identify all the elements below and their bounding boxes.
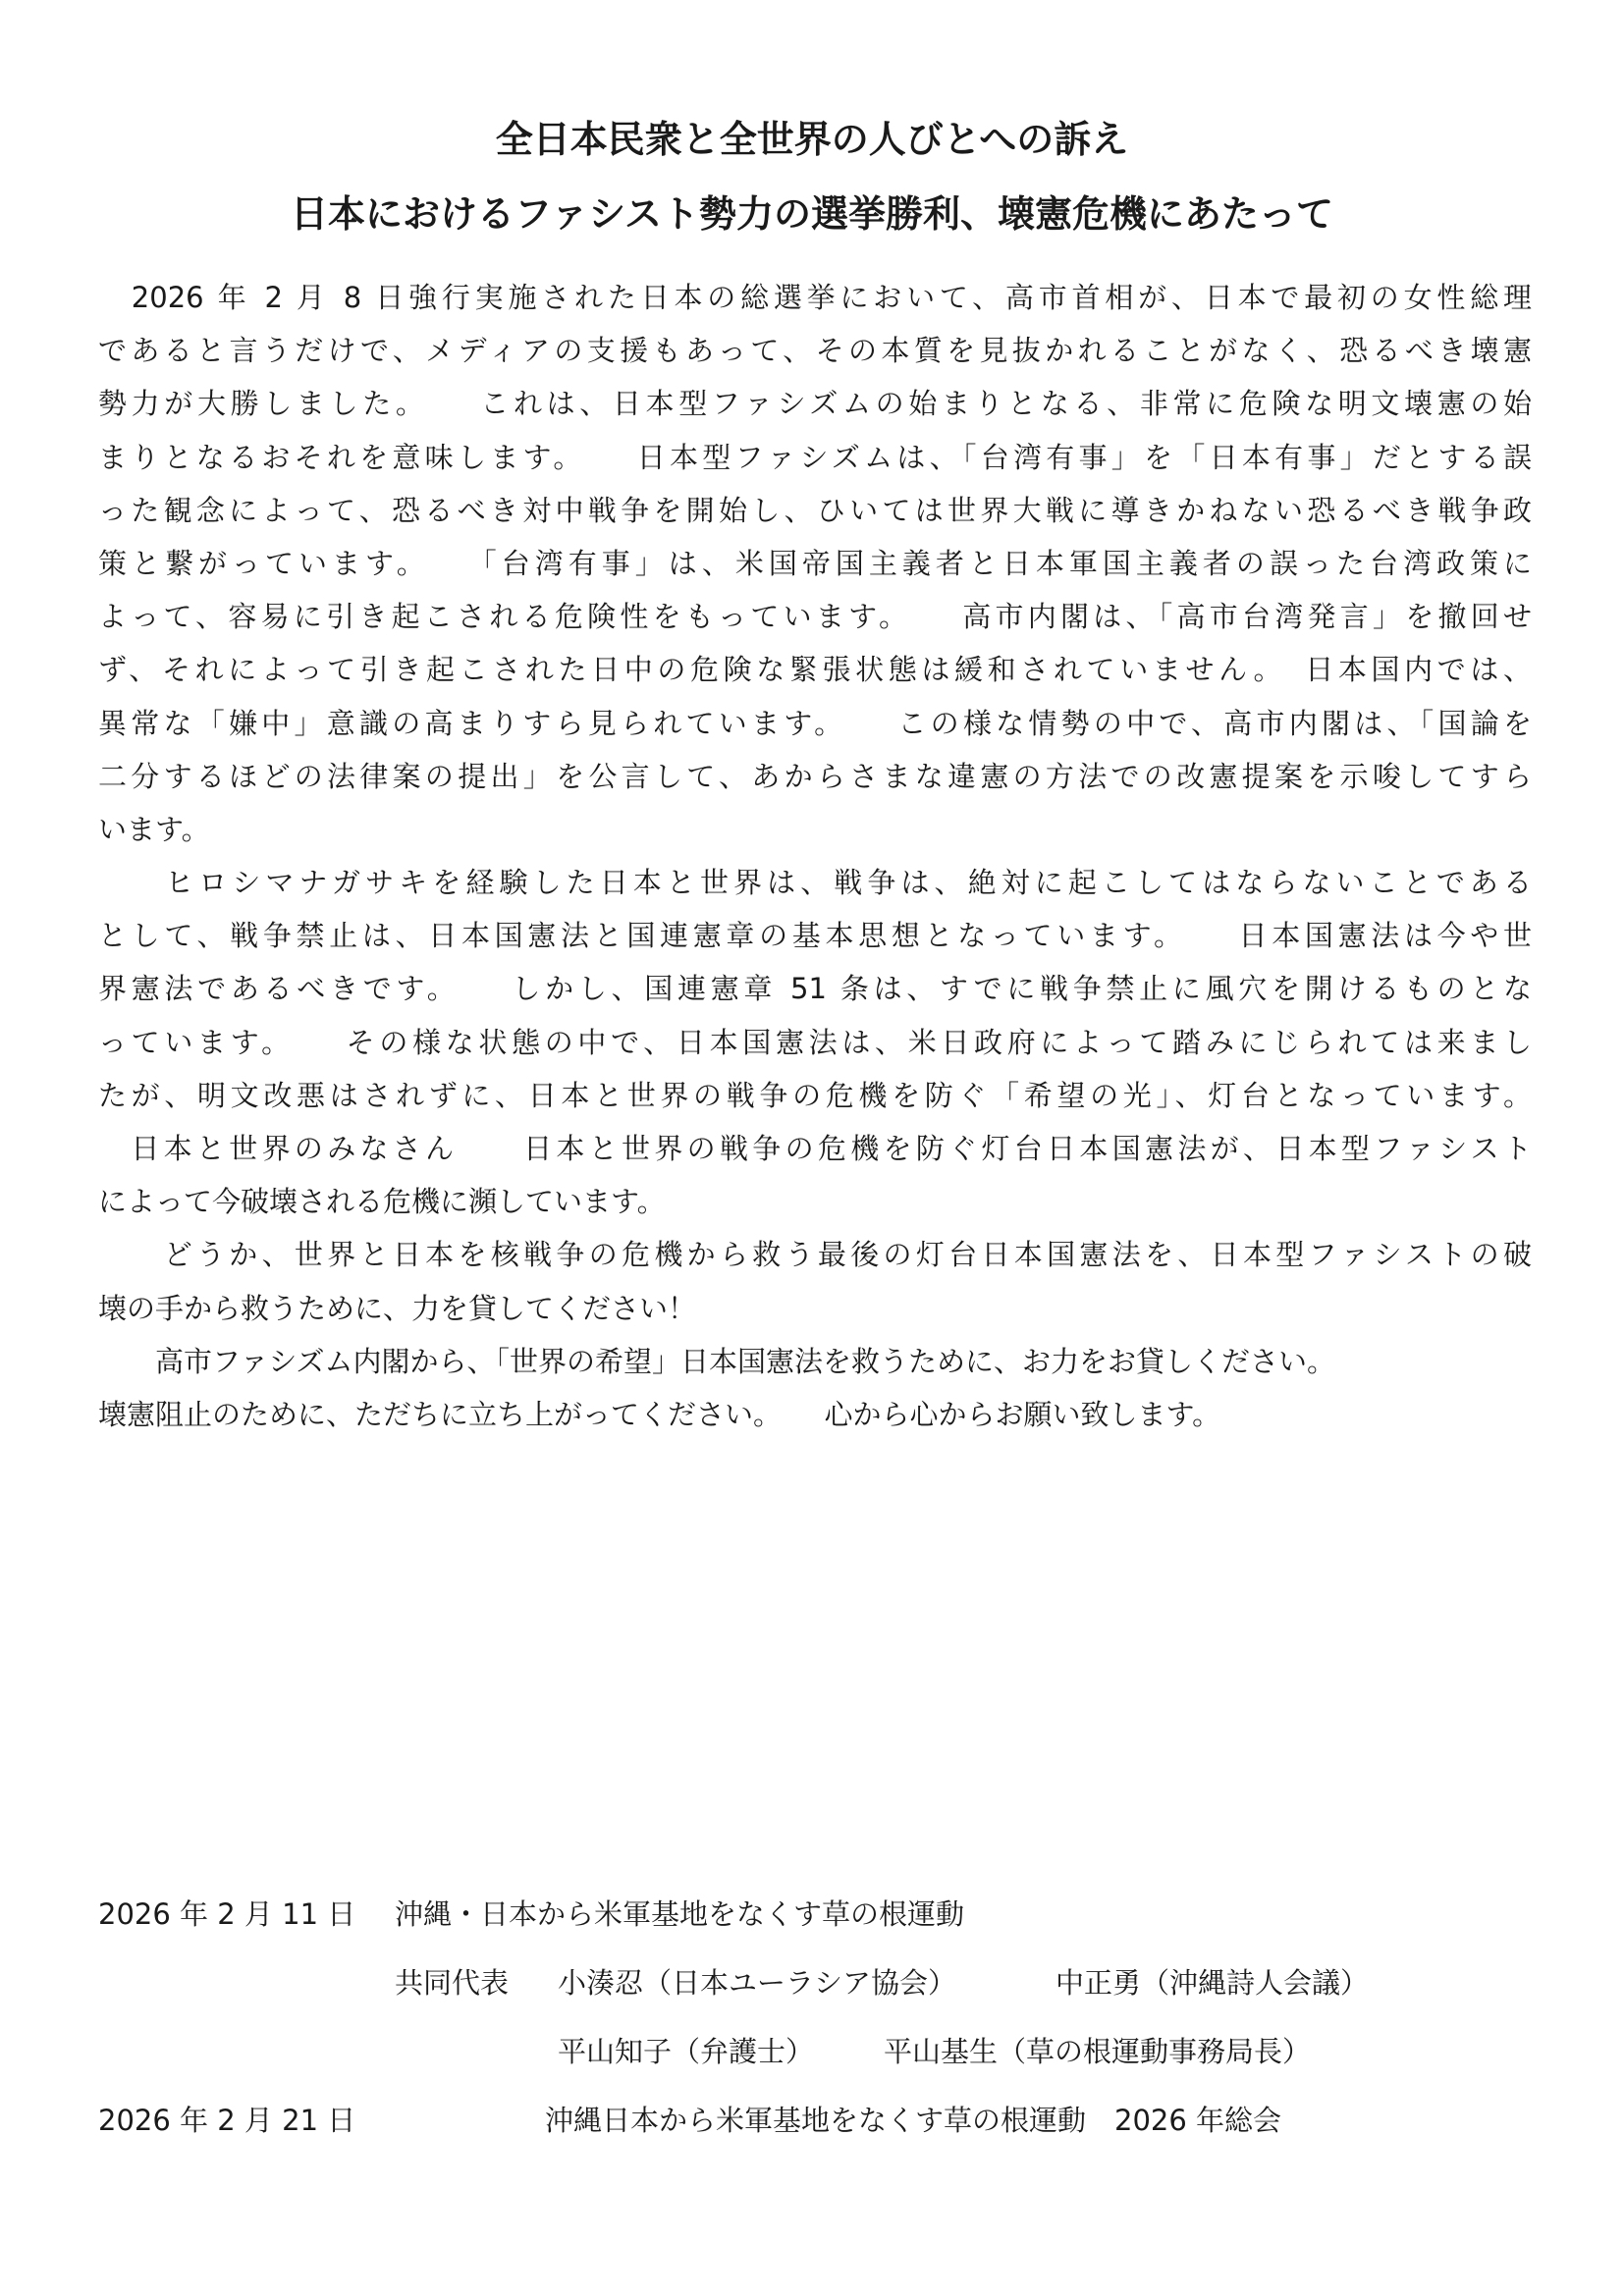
body-line: 日本と世界のみなさん 日本と世界の戦争の危機を防ぐ灯台日本国憲法が、日本型ファシスト: [98, 1132, 1532, 1165]
signature-organization-2: 沖縄日本から米軍基地をなくす草の根運動 2026 年総会: [545, 2104, 1282, 2137]
co-representatives-label: 共同代表: [395, 1966, 510, 2000]
body-line: っています。 その様な状態の中で、日本国憲法は、米日政府によって踏みにじられては来まし: [98, 1025, 1532, 1059]
document-title: 全日本民衆と全世界の人びとへの訴え: [495, 118, 1129, 161]
signature-date-1: 2026 年 2 月 11 日: [98, 1897, 356, 1931]
body-line: よって、容易に引き起こされる危険性をもっています。 高市内閣は、「高市台湾発言」を撤回せ: [98, 600, 1532, 634]
body-line: 高市ファシズム内閣から、「世界の希望」日本国憲法を救うために、お力をお貸しください。: [98, 1344, 1336, 1378]
body-line: 2026 年 2 月 8 日強行実施された日本の総選挙において、高市首相が、日本で最初の女性総理: [98, 281, 1532, 314]
body-line: どうか、世界と日本を核戦争の危機から救う最後の灯台日本国憲法を、日本型ファシストの破: [98, 1238, 1532, 1272]
body-line: 壊憲阻止のために、ただちに立ち上がってください。 心から心からお願い致します。: [98, 1397, 1221, 1431]
signature-organization-1: 沖縄・日本から米軍基地をなくす草の根運動: [395, 1897, 965, 1931]
signature-date-2: 2026 年 2 月 21 日: [98, 2104, 356, 2137]
body-line: まりとなるおそれを意味します。 日本型ファシズムは、「台湾有事」を「日本有事」だとする誤: [98, 440, 1532, 474]
representative-name: 中正勇（沖縄詩人会議）: [1056, 1966, 1370, 2000]
body-line: 異常な「嫌中」意識の高まりすら見られています。 この様な情勢の中で、高市内閣は、「国論を: [98, 706, 1532, 740]
body-line: 勢力が大勝しました。 これは、日本型ファシズムの始まりとなる、非常に危険な明文壊憲の始: [98, 387, 1532, 421]
body-line: たが、明文改悪はされずに、日本と世界の戦争の危機を防ぐ「希望の光」、灯台となっています。: [98, 1078, 1532, 1112]
body-line: によって今破壊される危機に瀕しています。: [98, 1185, 666, 1219]
body-line: 壊の手から救うために、力を貸してください！: [98, 1291, 697, 1325]
body-line: った観念によって、恐るべき対中戦争を開始し、ひいては世界大戦に導きかねない恐るべき戦争政: [98, 493, 1533, 527]
representative-name: 平山知子（弁護士）: [558, 2035, 815, 2068]
body-line: ヒロシマナガサキを経験した日本と世界は、戦争は、絶対に起こしてはならないことである: [98, 866, 1532, 900]
body-line: であると言うだけで、メディアの支援もあって、その本質を見抜かれることがなく、恐るべき壊憲: [98, 334, 1532, 368]
representative-name: 小湊忍（日本ユーラシア協会）: [558, 1966, 957, 2000]
body-line: います。: [98, 812, 210, 846]
body-line: 界憲法であるべきです。 しかし、国連憲章 51 条は、すでに戦争禁止に風穴を開けるものとな: [98, 972, 1532, 1006]
body-line: 二分するほどの法律案の提出」を公言して、あからさまな違憲の方法での改憲提案を示唆してすら: [98, 759, 1533, 793]
document-subtitle: 日本におけるファシスト勢力の選挙勝利、壊憲危機にあたって: [290, 192, 1334, 236]
body-line: として、戦争禁止は、日本国憲法と国連憲章の基本思想となっています。 日本国憲法は今や世: [98, 919, 1532, 953]
body-line: 策と繋がっています。 「台湾有事」は、米国帝国主義者と日本軍国主義者の誤った台湾政策に: [98, 546, 1532, 580]
body-line: ず、それによって引き起こされた日中の危険な緊張状態は緩和されていません。 日本国内では、: [98, 653, 1532, 687]
document-body: [98, 271, 1532, 1441]
representative-name: 平山基生（草の根運動事務局長）: [884, 2035, 1312, 2068]
